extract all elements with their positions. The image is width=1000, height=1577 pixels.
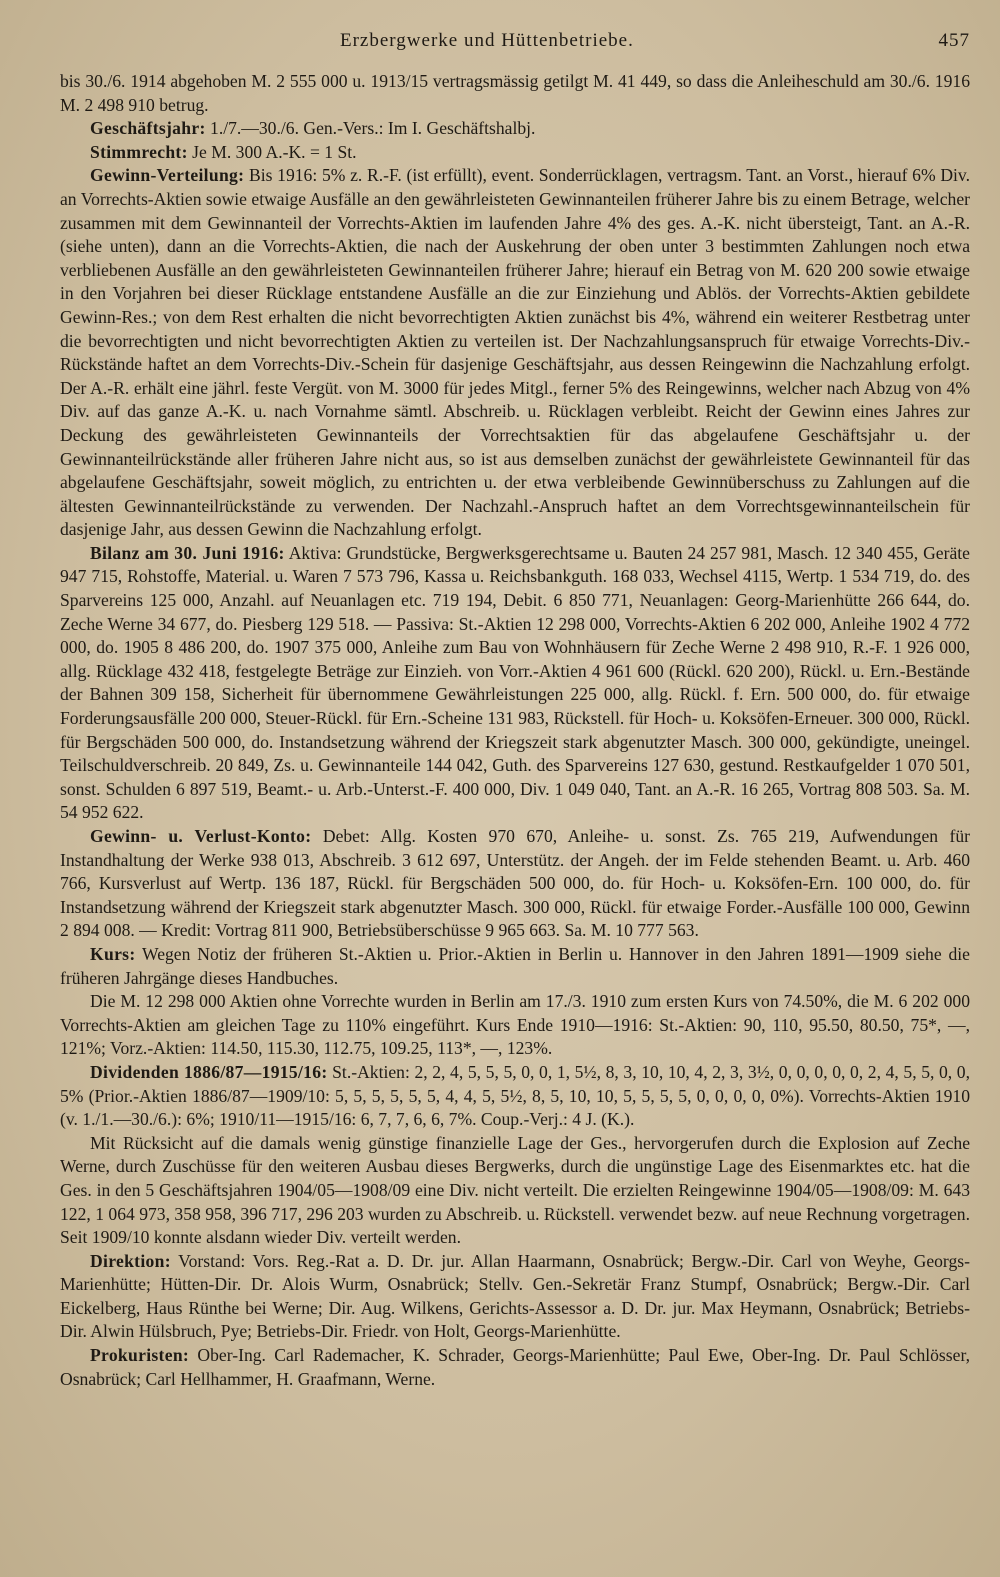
paragraph-gewinn-verlust-konto xyxy=(60,825,970,943)
paragraph-text: Wegen Notiz der früheren St.-Aktien u. Prior.-Aktien in Berlin u. Hannover in den Jahren 1891—1909 siehe die früheren Jahrgänge dieses Handbuches. xyxy=(60,943,970,988)
running-title: Erzbergwerke und Hüttenbetriebe. xyxy=(340,30,634,51)
paragraph-prokuristen xyxy=(60,1344,970,1391)
paragraph-geschaeftsjahr xyxy=(60,117,970,141)
paragraph-text: St.-Aktien: 2, 2, 4, 5, 5, 5, 0, 0, 1, 5½, 8, 3, 10, 10, 4, 2, 3, 3½, 0, 0, 0, 0, 0, 2, 4, 5, 5, 0, 0, 5% (Prior.-Aktien 1886/87—1909/10: 5, 5, 5, 5, 5, 5, 4, 4, 5, 5½, 8, 5, 10, 10, 5, 5, 5, 5, 0, 0, 0, 0, 0%). Vorrechts-Aktien 1910 (v. 1./1.—30./6.): 6%; 1910/11—1915/16: 6, 7, 7, 6, 6, 7%. Coup.-Verj.: 4 J. (K.). xyxy=(60,1061,970,1130)
paragraph-text: Debet: Allg. Kosten 970 670, Anleihe- u. sonst. Zs. 765 219, Aufwendungen für Instandhaltung der Werke 938 013, Abschreib. 3 612 697, Unterstütz. der Angeh. der im Felde stehenden Beamt. u. Arb. 460 766, Kursverlust auf Wertp. 136 187, Rückl. für Bergschäden 500 000, do. für Hoch- u. Koksöfen-Ern. 100 000, do. für Instandsetzung während der Kriegszeit stark abgenutzter Masch. 300 000, Rückl. für etwaige Forder.-Ausfälle 100 000, Gewinn 2 894 008. — Kredit: Vortrag 811 900, Betriebsüberschüsse 9 965 663. Sa. M. 10 777 563. xyxy=(60,826,970,941)
paragraph-label: Geschäftsjahr: xyxy=(90,118,206,139)
paragraph-dividenden xyxy=(60,1061,970,1132)
page-header xyxy=(340,30,970,52)
paragraph-kurs xyxy=(60,943,970,990)
paragraph-label: Direktion: xyxy=(90,1250,171,1271)
paragraph-text: Mit Rücksicht auf die damals wenig günstige finanzielle Lage der Ges., hervorgerufen durch die Explosion auf Zeche Werne, durch Zuschüsse für den weiteren Ausbau dieses Bergwerks, durch die ungünstige Lage des Eisenmarktes etc. hat die Ges. in den 5 Geschäftsjahren 1904/05—1908/09 eine Div. nicht verteilt. Die erzielten Reingewinne 1904/05—1908/09: M. 643 122, 1 064 973, 358 958, 396 717, 296 203 wurden zu Abschreib. u. Rückstell. verwendet bezw. auf neue Rechnung vorgetragen. Seit 1909/10 konnte alsdann wieder Div. verteilt werden. xyxy=(60,1132,970,1248)
page-number: 457 xyxy=(938,30,970,51)
paragraph-bilanz xyxy=(60,542,970,825)
paragraph-text: Aktiva: Grundstücke, Bergwerksgerechtsame u. Bauten 24 257 981, Masch. 12 340 455, Geräte 947 715, Rohstoffe, Material. u. Waren 7 573 796, Kassa u. Reichsbankguth. 168 033, Wechsel 4115, Wertp. 1 534 719, do. des Sparvereins 125 000, Anzahl. auf Neuanlagen etc. 719 194, Debit. 6 850 771, Neuanlagen: Georg-Marienhütte 266 644, do. Zeche Werne 34 677, do. Piesberg 129 518. — Passiva: St.-Aktien 12 298 000, Vorrechts-Aktien 6 202 000, Anleihe 1902 4 772 000, do. 1905 8 486 200, do. 1907 375 000, Anleihe zum Bau von Wohnhäusern für Zeche Werne 2 498 910, R.-F. 1 926 000, allg. Rücklage 432 418, festgelegte Beträge zur Einzieh. von Vorr.-Aktien 4 961 600 (Rückl. 620 200), Rückl. u. Ern.-Bestände der Bahnen 309 158, Sicherheit für übernommene Gewährleistungen 225 000, allg. Rückl. f. Ern. 500 000, do. für etwaige Forderungsausfälle 200 000, Steuer-Rückl. für Ern.-Scheine 131 983, Rückstell. für Hoch- u. Koksöfen-Erneuer. 300 000, Rückl. für Bergschäden 500 000, do. Instandsetzung während der Kriegszeit stark abgenutzter Masch. 300 000, gekündigte, uneingel. Teilschuldverschreib. 20 849, Zs. u. Gewinnanteile 144 042, Guth. des Sparvereins 127 630, gestund. Restkaufgelder 1 070 501, sonst. Schulden 6 897 519, Beamt.- u. Arb.-Unterst.-F. 400 000, Div. 1 049 040, Tant. an A.-R. 16 265, Vortrag 808 503. Sa. M. 54 952 622. xyxy=(60,542,970,823)
paragraph-stimmrecht xyxy=(60,141,970,165)
paragraph-anleiheschuld xyxy=(60,70,970,117)
paragraph-text: Vorstand: Vors. Reg.-Rat a. D. Dr. jur. Allan Haarmann, Osnabrück; Bergw.-Dir. Carl von Weyhe, Georgs-Marienhütte; Hütten-Dir. Dr. Alois Wurm, Osnabrück; Stellv. Gen.-Sekretär Franz Stumpf, Osnabrück; Bergw.-Dir. Carl Eickelberg, Haus Rünthe bei Werne; Dir. Aug. Wilkens, Gerichts-Assessor a. D. Dr. jur. Max Heymann, Osnabrück; Betriebs-Dir. Alwin Hülsbruch, Pye; Betriebs-Dir. Friedr. von Holt, Georgs-Marienhütte. xyxy=(60,1250,970,1342)
paragraph-label: Dividenden 1886/87—1915/16: xyxy=(90,1061,328,1082)
paragraph-text: 1./7.—30./6. Gen.-Vers.: Im I. Geschäftshalbj. xyxy=(210,118,536,139)
paragraph-text: Ober-Ing. Carl Rademacher, K. Schrader, Georgs-Marienhütte; Paul Ewe, Ober-Ing. Dr. Paul Schlösser, Osnabrück; Carl Hellhammer, H. Graafmann, Werne. xyxy=(60,1345,970,1389)
paragraph-gewinn-verteilung xyxy=(60,164,970,542)
paragraph-label: Gewinn- u. Verlust-Konto: xyxy=(90,826,312,846)
paragraph-label: Kurs: xyxy=(90,943,136,964)
paragraph-label: Bilanz am 30. Juni 1916: xyxy=(90,542,285,563)
paragraph-kurs-details xyxy=(60,990,970,1061)
paragraph-direktion xyxy=(60,1250,970,1344)
body-text xyxy=(60,70,970,1391)
paragraph-label: Prokuristen: xyxy=(90,1345,190,1366)
paragraph-label: Gewinn-Verteilung: xyxy=(90,165,245,186)
paragraph-text: Die M. 12 298 000 Aktien ohne Vorrechte wurden in Berlin am 17./3. 1910 zum ersten Kurs von 74.50%, die M. 6 202 000 Vorrechts-Aktien am gleichen Tage zu 110% eingeführt. Kurs Ende 1910—1916: St.-Aktien: 90, 110, 95.50, 80.50, 75*, —, 121%; Vorz.-Aktien: 114.50, 115.30, 112.75, 109.25, 113*, —, 123%. xyxy=(60,991,970,1059)
paragraph-finanzielle-lage xyxy=(60,1132,970,1250)
paragraph-text: Je M. 300 A.-K. = 1 St. xyxy=(192,141,357,162)
paragraph-label: Stimmrecht: xyxy=(90,141,188,162)
paragraph-text: bis 30./6. 1914 abgehoben M. 2 555 000 u. 1913/15 vertragsmässig getilgt M. 41 449, so dass die Anleiheschuld am 30./6. 1916 M. 2 498 910 betrug. xyxy=(60,71,970,115)
paragraph-text: Bis 1916: 5% z. R.-F. (ist erfüllt), event. Sonderrücklagen, vertragsm. Tant. an Vorst., hierauf 6% Div. an Vorrechts-Aktien sowie etwaige Ausfälle an den gewährleisteten Gewinnanteilen früherer Jahre bis zu einem Betrage, welcher zusammen mit dem Gewinnanteil der Vorrechts-Aktien im laufenden Jahre 4% des ges. A.-K. nicht übersteigt, Tant. an A.-R. (siehe unten), dann an die Vorrechts-Aktien, die nach der Auskehrung der oben unter 3 bestimmten Zahlungen noch etwa verbliebenen Ausfälle an den gewährleisteten Gewinnanteilen früherer Jahre; hierauf ein Betrag von M. 620 200 sowie etwaige in den Vorjahren bei dieser Rücklage entstandene Ausfälle an die zur Einziehung und Ablös. der Vorrechts-Aktien gebildete Gewinn-Res.; von dem Rest erhalten die nicht bevorrechtigten Aktien zunächst bis 4%, während ein weiterer Restbetrag unter die bevorrechtigten und nicht bevorrechtigten Aktien zu verteilen ist. Der Nachzahlungsanspruch für etwaige Vorrechts-Div.-Rückstände haftet an dem Vorrechts-Div.-Schein für dasjenige Geschäftsjahr, aus dessen Reingewinn die Nachzahlung erfolgt. Der A.-R. erhält eine jährl. feste Vergüt. von M. 3000 für jedes Mitgl., ferner 5% des Reingewinns, welcher nach Abzug von 4% Div. auf das ganze A.-K. u. nach Vornahme sämtl. Abschreib. u. Rücklagen verbleibt. Reicht der Gewinn eines Jahres zur Deckung des gewährleisteten Gewinnanteils der Vorrechtsaktien für das abgelaufene Geschäftsjahr u. der Gewinnanteilrückstände aller früheren Jahre nicht aus, so ist aus demselben zunächst der gewährleistete Gewinnanteil für das abgelaufene Geschäftsjahr, soweit möglich, zu entrichten u. der etwa verbleibende Gewinnüberschuss zu Zahlungen auf die ältesten Gewinnanteilrückstände zu verwenden. Der Nachzahl.-Anspruch haftet an dem Vorrechtsgewinnanteilschein für dasjenige Jahr, aus dessen Gewinn die Nachzahlung erfolgt. xyxy=(60,165,970,540)
